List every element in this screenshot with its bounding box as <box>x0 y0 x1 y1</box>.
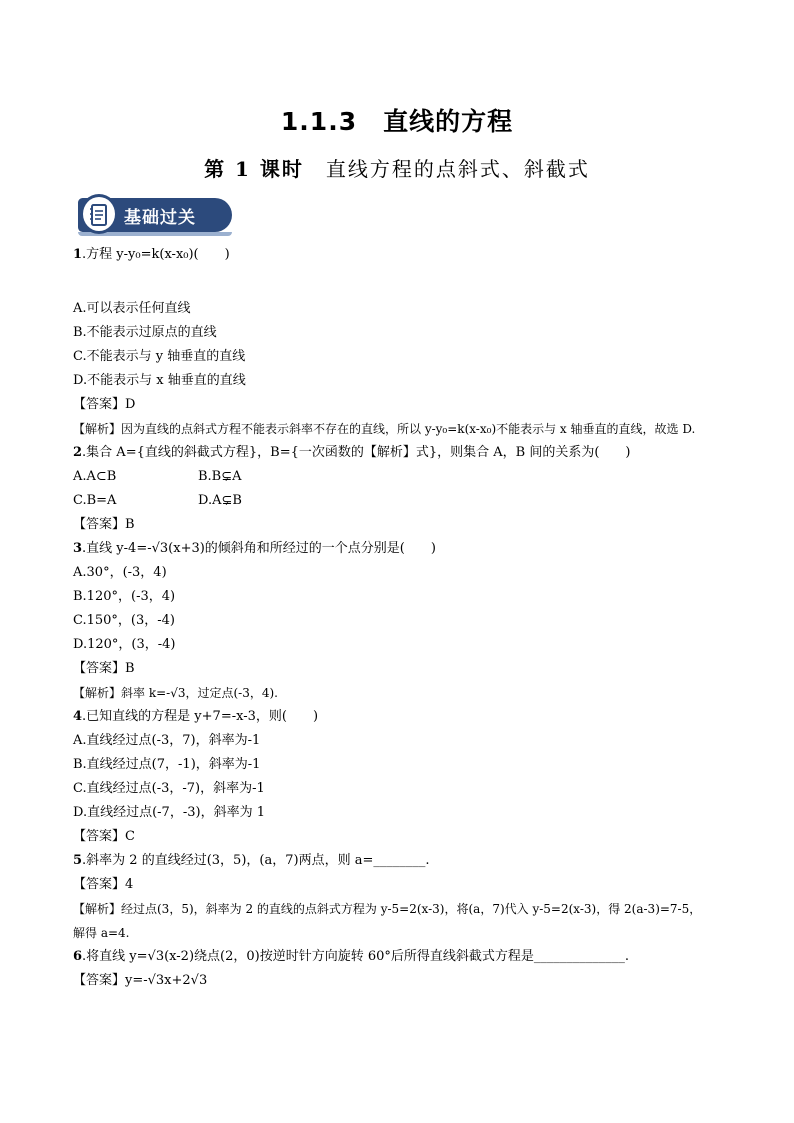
q1-option-d: D.不能表示与 x 轴垂直的直线 <box>73 373 246 388</box>
page-title: 1.1.3 直线的方程 <box>280 107 514 136</box>
q5-analysis: 【解析】经过点(3，5)，斜率为 2 的直线的点斜式方程为 y-5=2(x-3)，将(a，7)代入 y-5=2(x-3)，得 2(a-3)=7-5，解得 a=4. <box>73 902 702 940</box>
q1-option-a: A.可以表示任何直线 <box>73 301 191 316</box>
q3-option-b: B.120°，(-3，4) <box>73 589 176 604</box>
q4-option-d: D.直线经过点(-7，-3)，斜率为 1 <box>73 805 265 820</box>
q3-option-a: A.30°，(-3，4) <box>73 565 167 580</box>
q3-answer: 【答案】B <box>73 661 135 676</box>
q4-option-c: C.直线经过点(-3，-7)，斜率为-1 <box>73 781 265 796</box>
q1-option-b: B.不能表示过原点的直线 <box>73 325 217 340</box>
q2-option-c: C.B=A <box>73 493 117 508</box>
q1-analysis: 【解析】因为直线的点斜式方程不能表示斜率不存在的直线，所以 y-y₀=k(x-x₀)不能表示与 x 轴垂直的直线，故选 D. <box>73 422 696 436</box>
q4-answer: 【答案】C <box>73 829 135 844</box>
q2-option-b: B.B⊊A <box>198 469 242 484</box>
q4-option-b: B.直线经过点(7，-1)，斜率为-1 <box>73 757 261 772</box>
section-banner <box>78 194 234 236</box>
q2-option-d: D.A⊊B <box>198 493 242 508</box>
question-1-stem: 1.方程 y-y₀=k(x-x₀)( ) <box>73 247 230 262</box>
q2-options-row-2 <box>73 489 713 513</box>
question-4-stem: 4.已知直线的方程是 y+7=-x-3，则( ) <box>73 709 319 724</box>
q4-option-a: A.直线经过点(-3，7)，斜率为-1 <box>73 733 261 748</box>
question-list <box>73 243 713 993</box>
q3-option-d: D.120°，(3，-4) <box>73 637 176 652</box>
q6-answer: 【答案】y=-√3x+2√3 <box>73 973 208 988</box>
q3-analysis: 【解析】斜率 k=-√3，过定点(-3，4). <box>73 686 278 700</box>
page-subtitle <box>0 153 794 182</box>
q1-answer: 【答案】D <box>73 397 136 412</box>
question-2-stem: 2.集合 A={直线的斜截式方程}，B={一次函数的【解析】式}，则集合 A，B 间的关系为( ) <box>73 445 631 460</box>
notebook-icon <box>80 194 118 234</box>
q2-options-row-1 <box>73 465 713 489</box>
banner-label: 基础过关 <box>124 208 196 228</box>
lesson-topic: 直线方程的点斜式、斜截式 <box>325 157 590 181</box>
q2-answer: 【答案】B <box>73 517 135 532</box>
q3-option-c: C.150°，(3，-4) <box>73 613 176 628</box>
question-6-stem: 6.将直线 y=√3(x-2)绕点(2，0)按逆时针方向旋转 60°后所得直线斜截式方程是______________. <box>73 949 630 964</box>
question-3-stem: 3.直线 y-4=-√3(x+3)的倾斜角和所经过的一个点分别是( ) <box>73 541 436 556</box>
q2-option-a: A.A⊂B <box>73 469 117 484</box>
lesson-label: 第 1 课时 <box>204 157 304 181</box>
q5-answer: 【答案】4 <box>73 877 134 892</box>
q1-option-c: C.不能表示与 y 轴垂直的直线 <box>73 349 246 364</box>
question-5-stem: 5.斜率为 2 的直线经过(3，5)，(a，7)两点，则 a=________. <box>73 853 430 868</box>
